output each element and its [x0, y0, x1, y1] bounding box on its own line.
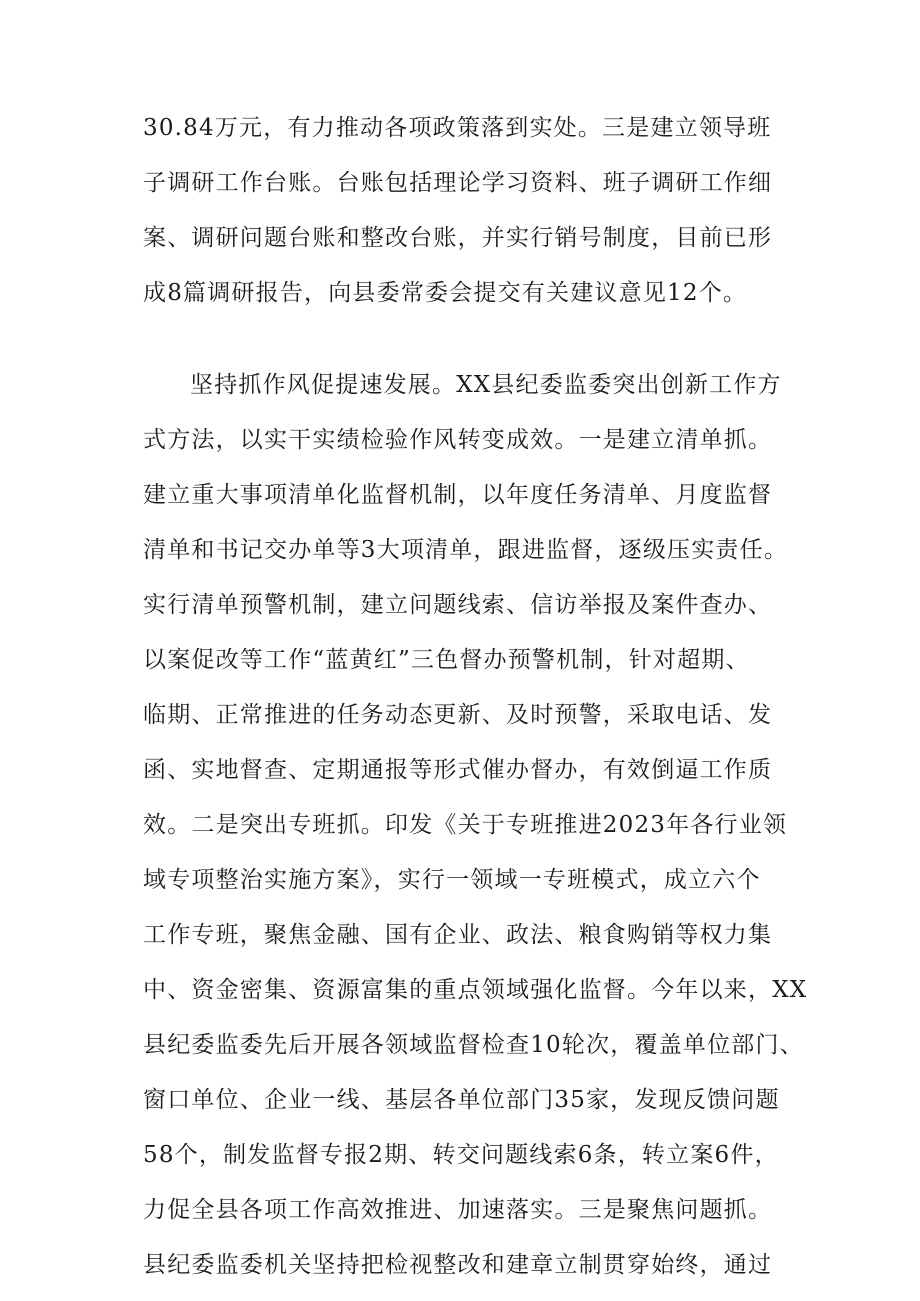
text-line: 坚持抓作风促提速发展。XX县纪委监委突出创新工作方	[190, 372, 782, 398]
text-line: 58个，制发监督专报2期、转交问题线索6条，转立案6件，	[143, 1142, 779, 1168]
text-line: 30.84万元，有力推动各项政策落到实处。三是建立领导班	[143, 115, 772, 141]
text-line: 县纪委监委机关坚持把检视整改和建章立制贯穿始终，通过	[143, 1252, 773, 1278]
text-line: 域专项整治实施方案》，实行一领域一专班模式，成立六个	[143, 867, 761, 893]
text-line: 实行清单预警机制，建立问题线索、信访举报及案件查办、	[143, 592, 773, 618]
text-line: 清单和书记交办单等3大项清单，跟进监督，逐级压实责任。	[143, 537, 789, 563]
text-line: 窗口单位、企业一线、基层各单位部门35家，发现反馈问题	[143, 1087, 780, 1113]
text-line: 成8篇调研报告，向县委常委会提交有关建议意见12个。	[143, 280, 748, 306]
text-line: 子调研工作台账。台账包括理论学习资料、班子调研工作细	[143, 170, 773, 196]
text-line: 中、资金密集、资源富集的重点领域强化监督。今年以来，XX	[143, 977, 808, 1003]
text-line: 式方法，以实干实绩检验作风转变成效。一是建立清单抓。	[143, 427, 773, 453]
text-line: 效。二是突出专班抓。印发《关于专班推进2023年各行业领	[143, 812, 788, 838]
text-line: 建立重大事项清单化监督机制，以年度任务清单、月度监督	[143, 482, 773, 508]
text-line: 县纪委监委先后开展各领域监督检查10轮次，覆盖单位部门、	[143, 1032, 804, 1058]
text-line: 工作专班，聚焦金融、国有企业、政法、粮食购销等权力集	[143, 922, 773, 948]
text-line: 力促全县各项工作高效推进、加速落实。三是聚焦问题抓。	[143, 1197, 773, 1223]
text-line: 函、实地督查、定期通报等形式催办督办，有效倒逼工作质	[143, 757, 773, 783]
text-line: 案、调研问题台账和整改台账，并实行销号制度，目前已形	[143, 225, 773, 251]
text-line: 临期、正常推进的任务动态更新、及时预警，采取电话、发	[143, 702, 773, 728]
text-line: 以案促改等工作“蓝黄红”三色督办预警机制，针对超期、	[143, 647, 750, 673]
